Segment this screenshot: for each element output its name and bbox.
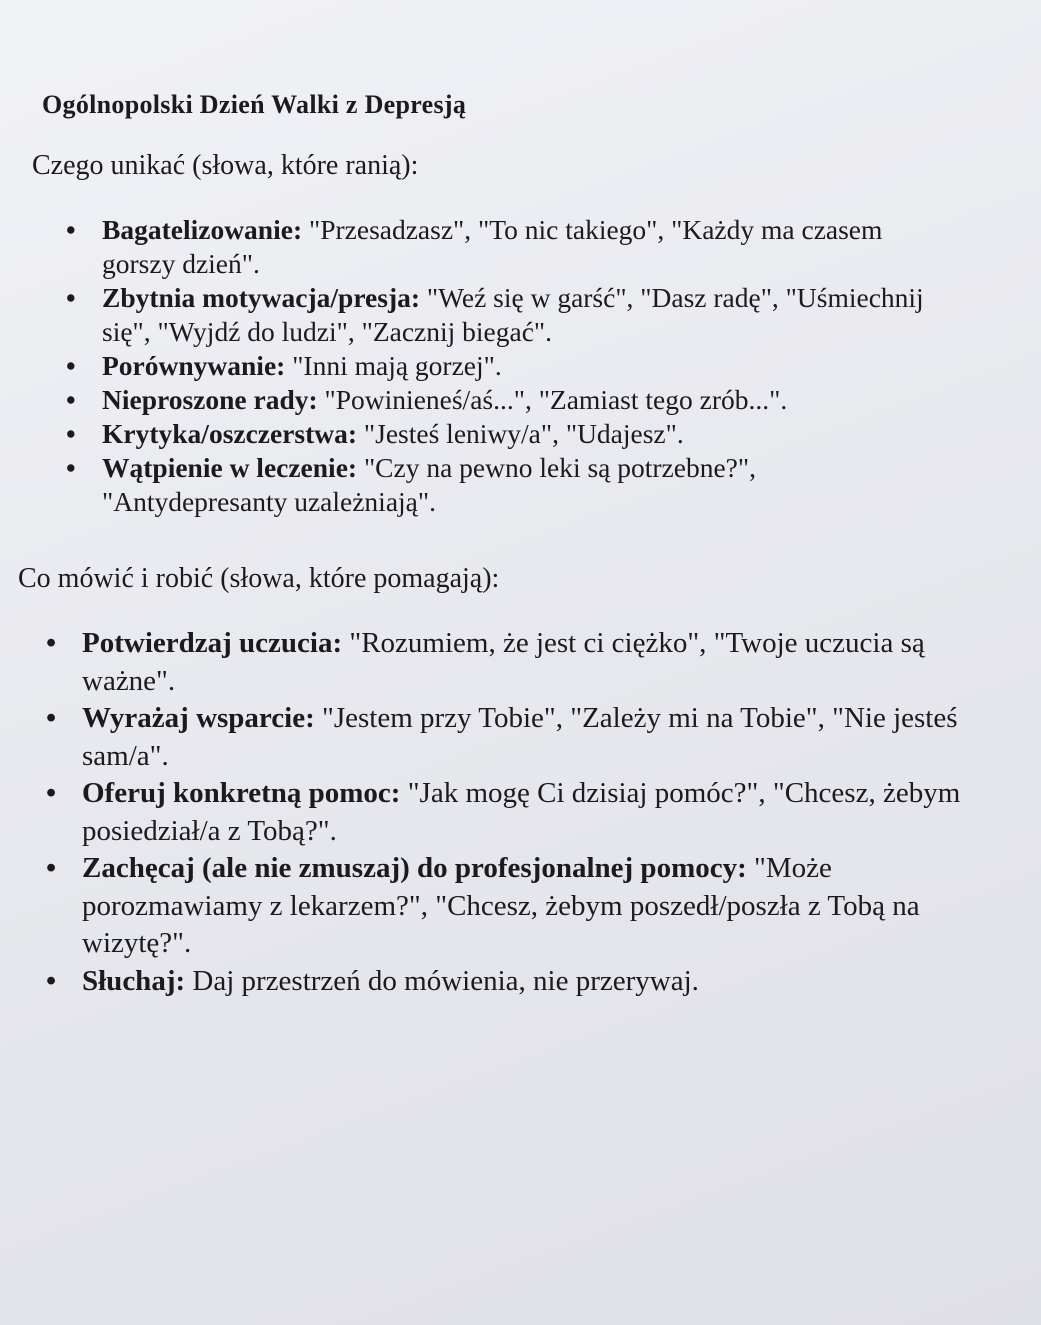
bullet-icon: •	[46, 777, 57, 809]
item-text: "Inni mają gorzej".	[285, 350, 502, 381]
help-list	[40, 625, 980, 1000]
item-text: "Może porozmawiamy z lekarzem?", "Chcesz, żebym poszedł/poszła z Tobą na wizytę?".	[82, 852, 920, 959]
item-text: "Jestem przy Tobie", "Zależy mi na Tobie", "Nie jesteś sam/a".	[82, 702, 958, 772]
list-item	[60, 383, 940, 417]
bullet-icon: •	[46, 852, 57, 884]
item-text: "Weź się w garść", "Dasz radę", "Uśmiechnij się", "Wyjdź do ludzi", "Zacznij biegać".	[102, 282, 924, 347]
item-term: Oferuj konkretną pomoc:	[82, 777, 401, 809]
bullet-icon: •	[66, 214, 76, 245]
item-term: Potwierdzaj uczucia:	[82, 627, 343, 659]
item-text: Daj przestrzeń do mówienia, nie przerywaj.	[185, 964, 699, 997]
list-item	[40, 963, 980, 1001]
item-term: Wyrażaj wsparcie:	[82, 702, 315, 734]
item-term: Wątpienie w leczenie:	[102, 452, 358, 483]
list-item	[40, 700, 980, 775]
item-text: "Przesadzasz", "To nic takiego", "Każdy ma czasem gorszy dzień".	[102, 214, 883, 279]
item-term: Zbytnia motywacja/presja:	[102, 282, 421, 313]
item-term: Zachęcaj (ale nie zmuszaj) do profesjonalnej pomocy:	[82, 852, 747, 884]
list-item	[60, 213, 940, 281]
bullet-icon: •	[46, 964, 57, 997]
list-item	[60, 417, 940, 451]
bullet-icon: •	[66, 384, 76, 415]
item-term: Nieproszone rady:	[102, 384, 318, 415]
item-text: "Rozumiem, że jest ci ciężko", "Twoje uczucia są ważne".	[82, 627, 925, 697]
item-term: Porównywanie:	[102, 350, 286, 381]
item-text: "Jak mogę Ci dzisiaj pomóc?", "Chcesz, żebym posiedział/a z Tobą?".	[82, 777, 961, 847]
list-item	[40, 625, 980, 700]
item-term: Krytyka/oszczerstwa:	[102, 418, 358, 449]
item-text: "Czy na pewno leki są potrzebne?", "Antydepresanty uzależniają".	[102, 452, 756, 517]
bullet-icon: •	[46, 627, 57, 659]
list-item	[60, 349, 940, 383]
item-text: "Jesteś leniwy/a", "Udajesz".	[357, 418, 684, 449]
list-item	[40, 775, 980, 850]
bullet-icon: •	[66, 452, 76, 483]
item-term: Bagatelizowanie:	[102, 214, 303, 245]
bullet-icon: •	[66, 350, 76, 381]
avoid-heading: Czego unikać (słowa, które ranią):	[32, 150, 419, 181]
bullet-icon: •	[66, 282, 76, 313]
bullet-icon: •	[46, 702, 57, 734]
list-item	[60, 281, 940, 349]
bullet-icon: •	[66, 418, 76, 449]
help-heading: Co mówić i robić (słowa, które pomagają):	[18, 563, 500, 594]
list-item	[40, 850, 980, 963]
page-title: Ogólnopolski Dzień Walki z Depresją	[42, 90, 467, 119]
list-item	[60, 451, 940, 519]
item-text: "Powinieneś/aś...", "Zamiast tego zrób...".	[317, 384, 788, 415]
avoid-list	[60, 213, 940, 519]
item-term: Słuchaj:	[82, 964, 186, 997]
